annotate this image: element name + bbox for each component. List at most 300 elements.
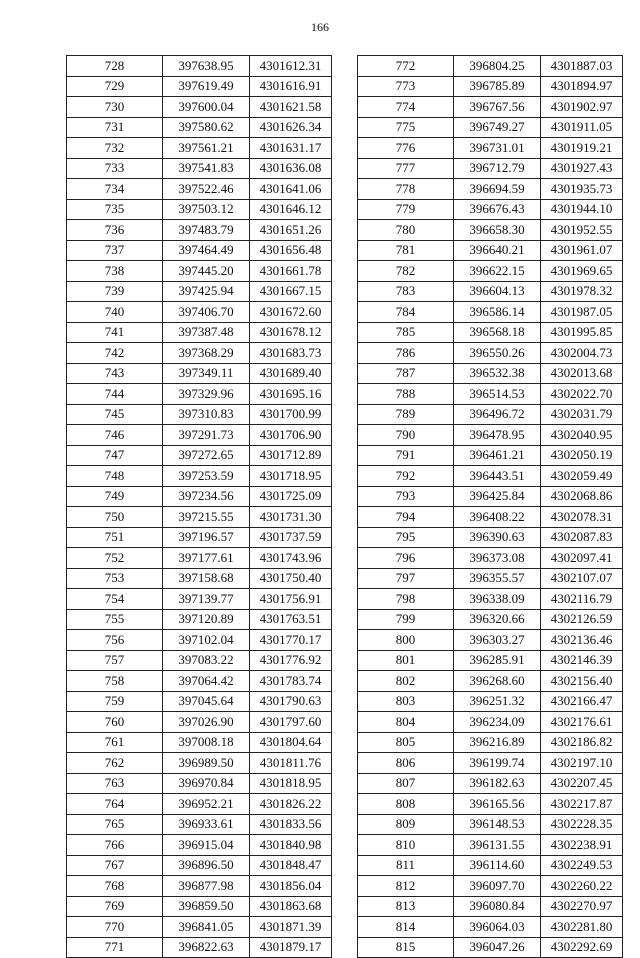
point-number-cell: 771: [67, 937, 163, 958]
point-number-cell: 815: [358, 937, 454, 958]
y-coordinate-cell: 4302260.22: [541, 876, 623, 897]
x-coordinate-cell: 396731.01: [454, 138, 541, 159]
table-row: [67, 363, 332, 384]
point-number-cell: 728: [67, 56, 163, 77]
x-coordinate-cell: 396550.26: [454, 343, 541, 364]
y-coordinate-cell: 4301927.43: [541, 158, 623, 179]
x-coordinate-cell: 397139.77: [163, 589, 250, 610]
x-coordinate-cell: 397102.04: [163, 630, 250, 651]
point-number-cell: 756: [67, 630, 163, 651]
point-number-cell: 785: [358, 322, 454, 343]
y-coordinate-cell: 4302107.07: [541, 568, 623, 589]
y-coordinate-cell: 4302270.97: [541, 896, 623, 917]
table-row: [358, 425, 623, 446]
x-coordinate-cell: 396767.56: [454, 97, 541, 118]
table-row: [358, 404, 623, 425]
y-coordinate-cell: 4301646.12: [250, 199, 332, 220]
x-coordinate-cell: 397483.79: [163, 220, 250, 241]
y-coordinate-cell: 4301952.55: [541, 220, 623, 241]
point-number-cell: 729: [67, 76, 163, 97]
x-coordinate-cell: 396568.18: [454, 322, 541, 343]
x-coordinate-cell: 397158.68: [163, 568, 250, 589]
y-coordinate-cell: 4301902.97: [541, 97, 623, 118]
point-number-cell: 768: [67, 876, 163, 897]
point-number-cell: 809: [358, 814, 454, 835]
y-coordinate-cell: 4301651.26: [250, 220, 332, 241]
x-coordinate-cell: 396165.56: [454, 794, 541, 815]
point-number-cell: 806: [358, 753, 454, 774]
point-number-cell: 814: [358, 917, 454, 938]
table-row: [67, 691, 332, 712]
point-number-cell: 788: [358, 384, 454, 405]
point-number-cell: 774: [358, 97, 454, 118]
x-coordinate-cell: 397406.70: [163, 302, 250, 323]
x-coordinate-cell: 397177.61: [163, 548, 250, 569]
table-row: [67, 650, 332, 671]
table-row: [67, 76, 332, 97]
y-coordinate-cell: 4301631.17: [250, 138, 332, 159]
y-coordinate-cell: 4302031.79: [541, 404, 623, 425]
table-row: [358, 445, 623, 466]
point-number-cell: 750: [67, 507, 163, 528]
x-coordinate-cell: 396408.22: [454, 507, 541, 528]
table-row: [67, 445, 332, 466]
y-coordinate-cell: 4302238.91: [541, 835, 623, 856]
table-row: [358, 507, 623, 528]
y-coordinate-cell: 4302022.70: [541, 384, 623, 405]
point-number-cell: 805: [358, 732, 454, 753]
x-coordinate-cell: 397638.95: [163, 56, 250, 77]
point-number-cell: 757: [67, 650, 163, 671]
point-number-cell: 797: [358, 568, 454, 589]
point-number-cell: 748: [67, 466, 163, 487]
table-row: [67, 179, 332, 200]
table-row: [358, 814, 623, 835]
y-coordinate-cell: 4301797.60: [250, 712, 332, 733]
point-number-cell: 796: [358, 548, 454, 569]
x-coordinate-cell: 397561.21: [163, 138, 250, 159]
x-coordinate-cell: 396640.21: [454, 240, 541, 261]
y-coordinate-cell: 4302217.87: [541, 794, 623, 815]
x-coordinate-cell: 397234.56: [163, 486, 250, 507]
x-coordinate-cell: 397008.18: [163, 732, 250, 753]
point-number-cell: 808: [358, 794, 454, 815]
table-row: [358, 240, 623, 261]
y-coordinate-cell: 4302197.10: [541, 753, 623, 774]
x-coordinate-cell: 397445.20: [163, 261, 250, 282]
y-coordinate-cell: 4301919.21: [541, 138, 623, 159]
table-row: [358, 179, 623, 200]
point-number-cell: 787: [358, 363, 454, 384]
x-coordinate-cell: 396338.09: [454, 589, 541, 610]
point-number-cell: 813: [358, 896, 454, 917]
table-row: [358, 568, 623, 589]
point-number-cell: 730: [67, 97, 163, 118]
table-row: [358, 158, 623, 179]
x-coordinate-cell: 396604.13: [454, 281, 541, 302]
point-number-cell: 764: [67, 794, 163, 815]
point-number-cell: 766: [67, 835, 163, 856]
y-coordinate-cell: 4301737.59: [250, 527, 332, 548]
x-coordinate-cell: 396461.21: [454, 445, 541, 466]
x-coordinate-cell: 396712.79: [454, 158, 541, 179]
y-coordinate-cell: 4301871.39: [250, 917, 332, 938]
table-row: [358, 671, 623, 692]
table-row: [67, 917, 332, 938]
y-coordinate-cell: 4302292.69: [541, 937, 623, 958]
y-coordinate-cell: 4302004.73: [541, 343, 623, 364]
table-row: [358, 343, 623, 364]
point-number-cell: 776: [358, 138, 454, 159]
x-coordinate-cell: 396532.38: [454, 363, 541, 384]
x-coordinate-cell: 397600.04: [163, 97, 250, 118]
x-coordinate-cell: 397026.90: [163, 712, 250, 733]
x-coordinate-cell: 396285.91: [454, 650, 541, 671]
y-coordinate-cell: 4301621.58: [250, 97, 332, 118]
table-row: [358, 281, 623, 302]
x-coordinate-cell: 396694.59: [454, 179, 541, 200]
table-row: [67, 671, 332, 692]
y-coordinate-cell: 4301863.68: [250, 896, 332, 917]
y-coordinate-cell: 4301616.91: [250, 76, 332, 97]
x-coordinate-cell: 396952.21: [163, 794, 250, 815]
x-coordinate-cell: 397503.12: [163, 199, 250, 220]
table-row: [358, 527, 623, 548]
x-coordinate-cell: 397045.64: [163, 691, 250, 712]
x-coordinate-cell: 397619.49: [163, 76, 250, 97]
table-row: [67, 199, 332, 220]
y-coordinate-cell: 4301712.89: [250, 445, 332, 466]
y-coordinate-cell: 4301818.95: [250, 773, 332, 794]
x-coordinate-cell: 397541.83: [163, 158, 250, 179]
y-coordinate-cell: 4301756.91: [250, 589, 332, 610]
table-row: [358, 732, 623, 753]
y-coordinate-cell: 4302207.45: [541, 773, 623, 794]
table-row: [67, 630, 332, 651]
table-row: [67, 896, 332, 917]
y-coordinate-cell: 4302166.47: [541, 691, 623, 712]
y-coordinate-cell: 4301840.98: [250, 835, 332, 856]
point-number-cell: 778: [358, 179, 454, 200]
x-coordinate-cell: 397215.55: [163, 507, 250, 528]
point-number-cell: 738: [67, 261, 163, 282]
y-coordinate-cell: 4301944.10: [541, 199, 623, 220]
y-coordinate-cell: 4302087.83: [541, 527, 623, 548]
table-row: [67, 261, 332, 282]
y-coordinate-cell: 4301661.78: [250, 261, 332, 282]
y-coordinate-cell: 4301636.08: [250, 158, 332, 179]
y-coordinate-cell: 4302050.19: [541, 445, 623, 466]
table-row: [67, 425, 332, 446]
table-row: [67, 568, 332, 589]
point-number-cell: 793: [358, 486, 454, 507]
point-number-cell: 795: [358, 527, 454, 548]
point-number-cell: 794: [358, 507, 454, 528]
point-number-cell: 781: [358, 240, 454, 261]
point-number-cell: 763: [67, 773, 163, 794]
table-row: [67, 609, 332, 630]
x-coordinate-cell: 396234.09: [454, 712, 541, 733]
table-row: [358, 650, 623, 671]
x-coordinate-cell: 396216.89: [454, 732, 541, 753]
point-number-cell: 760: [67, 712, 163, 733]
table-row: [358, 753, 623, 774]
table-row: [358, 589, 623, 610]
point-number-cell: 752: [67, 548, 163, 569]
x-coordinate-cell: 397083.22: [163, 650, 250, 671]
point-number-cell: 769: [67, 896, 163, 917]
y-coordinate-cell: 4301826.22: [250, 794, 332, 815]
y-coordinate-cell: 4301911.05: [541, 117, 623, 138]
y-coordinate-cell: 4301725.09: [250, 486, 332, 507]
table-row: [67, 753, 332, 774]
page-number: 166: [311, 20, 329, 34]
point-number-cell: 784: [358, 302, 454, 323]
table-row: [67, 384, 332, 405]
point-number-cell: 733: [67, 158, 163, 179]
table-row: [358, 117, 623, 138]
y-coordinate-cell: 4301969.65: [541, 261, 623, 282]
table-row: [67, 486, 332, 507]
x-coordinate-cell: 396785.89: [454, 76, 541, 97]
point-number-cell: 802: [358, 671, 454, 692]
x-coordinate-cell: 396320.66: [454, 609, 541, 630]
x-coordinate-cell: 396804.25: [454, 56, 541, 77]
y-coordinate-cell: 4301961.07: [541, 240, 623, 261]
y-coordinate-cell: 4302040.95: [541, 425, 623, 446]
point-number-cell: 744: [67, 384, 163, 405]
x-coordinate-cell: 396355.57: [454, 568, 541, 589]
point-number-cell: 773: [358, 76, 454, 97]
point-number-cell: 755: [67, 609, 163, 630]
table-row: [358, 630, 623, 651]
point-number-cell: 780: [358, 220, 454, 241]
y-coordinate-cell: 4301695.16: [250, 384, 332, 405]
table-row: [358, 261, 623, 282]
x-coordinate-cell: 397464.49: [163, 240, 250, 261]
y-coordinate-cell: 4301678.12: [250, 322, 332, 343]
table-row: [67, 507, 332, 528]
table-row: [67, 527, 332, 548]
x-coordinate-cell: 396749.27: [454, 117, 541, 138]
point-number-cell: 762: [67, 753, 163, 774]
table-row: [358, 322, 623, 343]
table-row: [67, 794, 332, 815]
table-row: [358, 384, 623, 405]
x-coordinate-cell: 396097.70: [454, 876, 541, 897]
point-number-cell: 743: [67, 363, 163, 384]
table-row: [67, 138, 332, 159]
table-row: [67, 589, 332, 610]
coordinates-table-right: [357, 55, 623, 958]
x-coordinate-cell: 396064.03: [454, 917, 541, 938]
y-coordinate-cell: 4302249.53: [541, 855, 623, 876]
table-row: [358, 773, 623, 794]
x-coordinate-cell: 397349.11: [163, 363, 250, 384]
x-coordinate-cell: 396268.60: [454, 671, 541, 692]
table-row: [358, 794, 623, 815]
table-row: [358, 199, 623, 220]
x-coordinate-cell: 397368.29: [163, 343, 250, 364]
x-coordinate-cell: 396970.84: [163, 773, 250, 794]
table-row: [67, 548, 332, 569]
x-coordinate-cell: 396658.30: [454, 220, 541, 241]
y-coordinate-cell: 4302013.68: [541, 363, 623, 384]
x-coordinate-cell: 396859.50: [163, 896, 250, 917]
x-coordinate-cell: 396182.63: [454, 773, 541, 794]
point-number-cell: 798: [358, 589, 454, 610]
x-coordinate-cell: 397387.48: [163, 322, 250, 343]
y-coordinate-cell: 4301987.05: [541, 302, 623, 323]
point-number-cell: 807: [358, 773, 454, 794]
point-number-cell: 754: [67, 589, 163, 610]
table-row: [67, 814, 332, 835]
point-number-cell: 761: [67, 732, 163, 753]
table-row: [67, 322, 332, 343]
table-row: [67, 240, 332, 261]
table-row: [358, 876, 623, 897]
x-coordinate-cell: 396047.26: [454, 937, 541, 958]
y-coordinate-cell: 4302176.61: [541, 712, 623, 733]
y-coordinate-cell: 4301935.73: [541, 179, 623, 200]
y-coordinate-cell: 4302097.41: [541, 548, 623, 569]
point-number-cell: 731: [67, 117, 163, 138]
y-coordinate-cell: 4301718.95: [250, 466, 332, 487]
x-coordinate-cell: 396114.60: [454, 855, 541, 876]
x-coordinate-cell: 396676.43: [454, 199, 541, 220]
table-row: [67, 712, 332, 733]
point-number-cell: 810: [358, 835, 454, 856]
table-row: [358, 97, 623, 118]
x-coordinate-cell: 397310.83: [163, 404, 250, 425]
table-row: [67, 281, 332, 302]
x-coordinate-cell: 397120.89: [163, 609, 250, 630]
table-row: [358, 855, 623, 876]
point-number-cell: 801: [358, 650, 454, 671]
y-coordinate-cell: 4301743.96: [250, 548, 332, 569]
y-coordinate-cell: 4301856.04: [250, 876, 332, 897]
x-coordinate-cell: 396148.53: [454, 814, 541, 835]
table-row: [358, 917, 623, 938]
table-row: [358, 363, 623, 384]
x-coordinate-cell: 397522.46: [163, 179, 250, 200]
table-row: [358, 466, 623, 487]
point-number-cell: 759: [67, 691, 163, 712]
point-number-cell: 800: [358, 630, 454, 651]
y-coordinate-cell: 4301656.48: [250, 240, 332, 261]
x-coordinate-cell: 396199.74: [454, 753, 541, 774]
x-coordinate-cell: 396514.53: [454, 384, 541, 405]
table-row: [67, 466, 332, 487]
x-coordinate-cell: 397064.42: [163, 671, 250, 692]
x-coordinate-cell: 396373.08: [454, 548, 541, 569]
y-coordinate-cell: 4301689.40: [250, 363, 332, 384]
table-row: [67, 876, 332, 897]
point-number-cell: 742: [67, 343, 163, 364]
point-number-cell: 767: [67, 855, 163, 876]
point-number-cell: 751: [67, 527, 163, 548]
table-row: [67, 117, 332, 138]
point-number-cell: 799: [358, 609, 454, 630]
table-row: [67, 773, 332, 794]
x-coordinate-cell: 397329.96: [163, 384, 250, 405]
y-coordinate-cell: 4301995.85: [541, 322, 623, 343]
point-number-cell: 812: [358, 876, 454, 897]
x-coordinate-cell: 396303.27: [454, 630, 541, 651]
y-coordinate-cell: 4301887.03: [541, 56, 623, 77]
y-coordinate-cell: 4301672.60: [250, 302, 332, 323]
point-number-cell: 792: [358, 466, 454, 487]
y-coordinate-cell: 4302156.40: [541, 671, 623, 692]
y-coordinate-cell: 4301894.97: [541, 76, 623, 97]
x-coordinate-cell: 397196.57: [163, 527, 250, 548]
y-coordinate-cell: 4302116.79: [541, 589, 623, 610]
point-number-cell: 789: [358, 404, 454, 425]
point-number-cell: 753: [67, 568, 163, 589]
y-coordinate-cell: 4302078.31: [541, 507, 623, 528]
x-coordinate-cell: 396425.84: [454, 486, 541, 507]
x-coordinate-cell: 396989.50: [163, 753, 250, 774]
x-coordinate-cell: 396896.50: [163, 855, 250, 876]
table-row: [67, 220, 332, 241]
coordinates-table-left: [66, 55, 332, 958]
table-row: [358, 56, 623, 77]
table-row: [358, 609, 623, 630]
point-number-cell: 782: [358, 261, 454, 282]
point-number-cell: 736: [67, 220, 163, 241]
point-number-cell: 804: [358, 712, 454, 733]
y-coordinate-cell: 4302068.86: [541, 486, 623, 507]
point-number-cell: 749: [67, 486, 163, 507]
y-coordinate-cell: 4301783.74: [250, 671, 332, 692]
table-row: [358, 835, 623, 856]
y-coordinate-cell: 4301641.06: [250, 179, 332, 200]
y-coordinate-cell: 4301879.17: [250, 937, 332, 958]
point-number-cell: 734: [67, 179, 163, 200]
point-number-cell: 735: [67, 199, 163, 220]
table-row: [67, 302, 332, 323]
table-row: [358, 691, 623, 712]
y-coordinate-cell: 4301770.17: [250, 630, 332, 651]
x-coordinate-cell: 396478.95: [454, 425, 541, 446]
table-row: [67, 343, 332, 364]
x-coordinate-cell: 397425.94: [163, 281, 250, 302]
point-number-cell: 741: [67, 322, 163, 343]
y-coordinate-cell: 4302136.46: [541, 630, 623, 651]
y-coordinate-cell: 4302126.59: [541, 609, 623, 630]
table-row: [358, 220, 623, 241]
y-coordinate-cell: 4301612.31: [250, 56, 332, 77]
y-coordinate-cell: 4301811.76: [250, 753, 332, 774]
y-coordinate-cell: 4301683.73: [250, 343, 332, 364]
table-row: [358, 76, 623, 97]
x-coordinate-cell: 397272.65: [163, 445, 250, 466]
table-row: [67, 732, 332, 753]
point-number-cell: 790: [358, 425, 454, 446]
x-coordinate-cell: 397253.59: [163, 466, 250, 487]
x-coordinate-cell: 396586.14: [454, 302, 541, 323]
table-row: [358, 302, 623, 323]
point-number-cell: 775: [358, 117, 454, 138]
point-number-cell: 765: [67, 814, 163, 835]
table-row: [358, 937, 623, 958]
y-coordinate-cell: 4302228.35: [541, 814, 623, 835]
table-row: [358, 138, 623, 159]
y-coordinate-cell: 4301763.51: [250, 609, 332, 630]
table-row: [67, 937, 332, 958]
x-coordinate-cell: 396933.61: [163, 814, 250, 835]
point-number-cell: 770: [67, 917, 163, 938]
